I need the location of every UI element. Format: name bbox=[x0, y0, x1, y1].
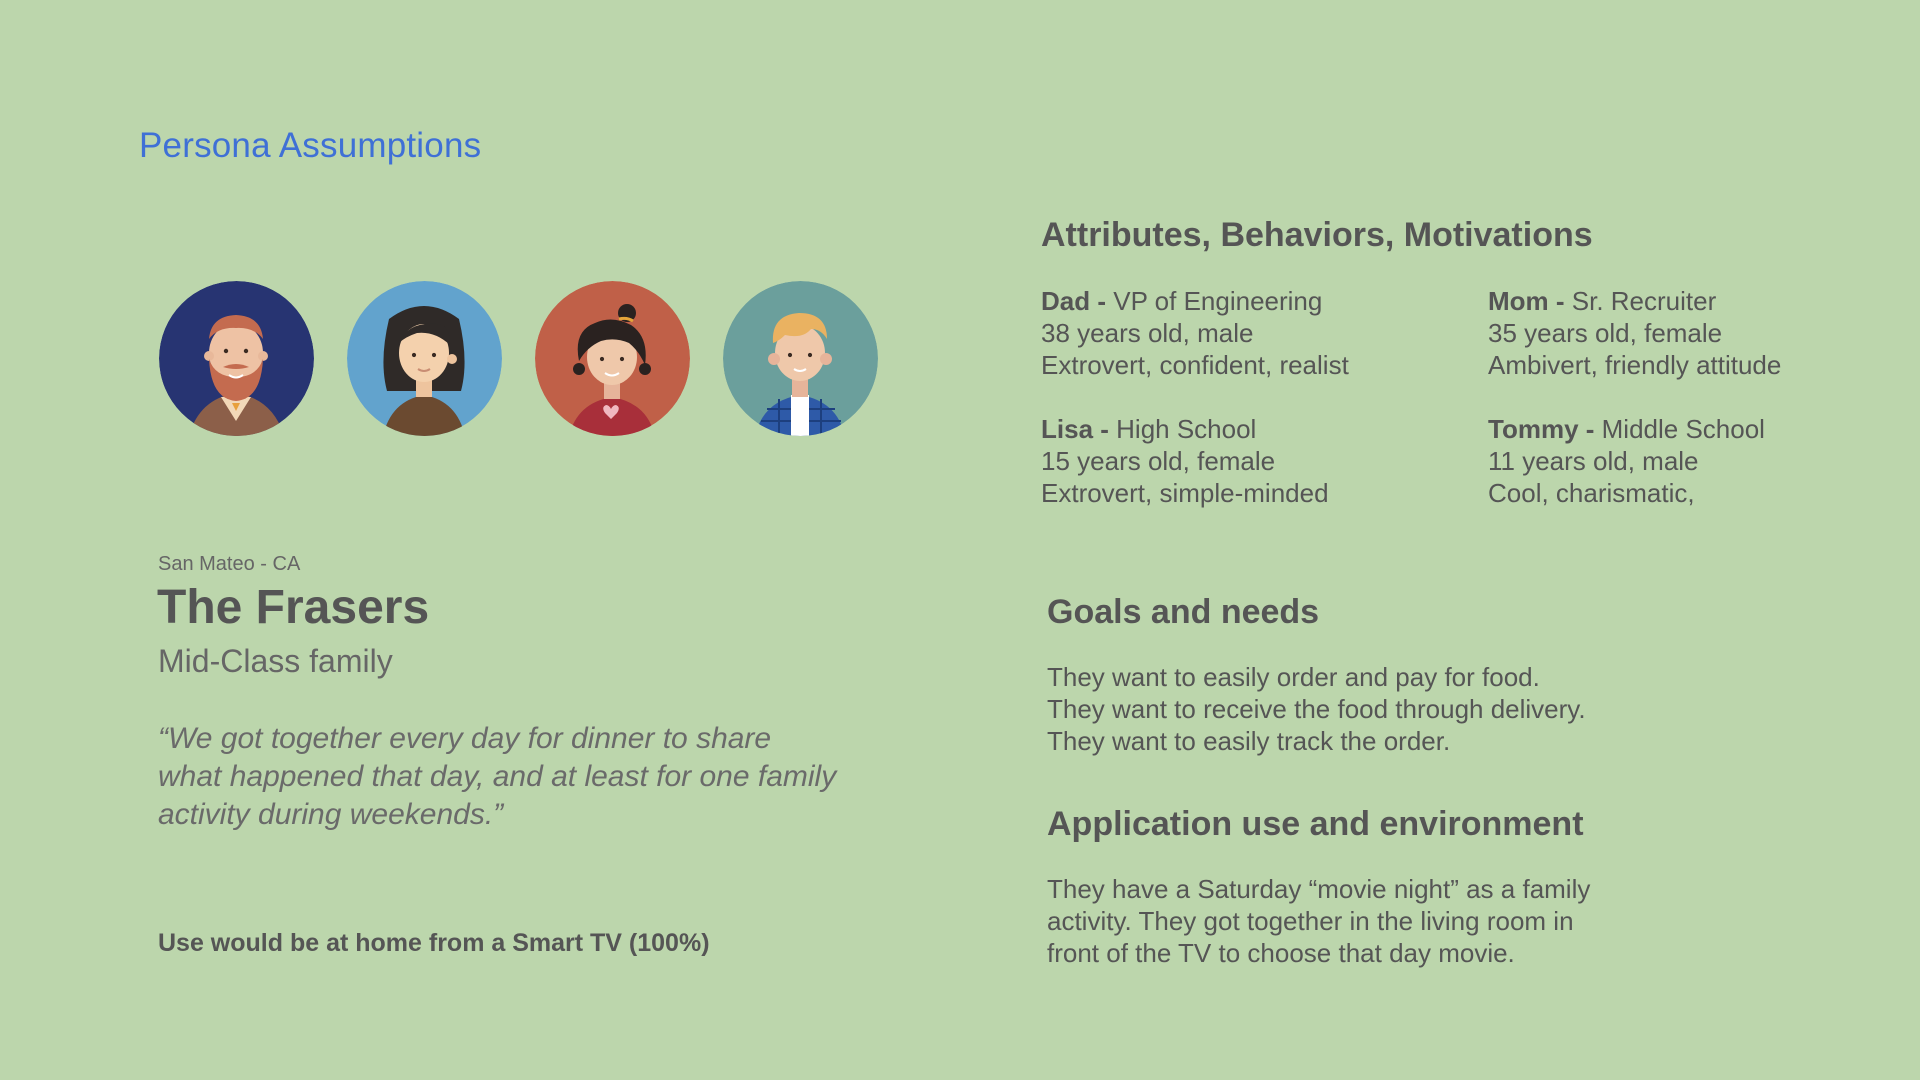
persona-traits: Ambivert, friendly attitude bbox=[1488, 350, 1782, 380]
persona-mom bbox=[1488, 285, 1781, 381]
goal-line: They want to easily track the order. bbox=[1047, 726, 1451, 756]
goals-heading: Goals and needs bbox=[1047, 593, 1320, 631]
application-line: front of the TV to choose that day movie. bbox=[1047, 938, 1515, 968]
persona-lisa bbox=[1041, 413, 1329, 509]
family-name: The Frasers bbox=[157, 581, 430, 634]
persona-traits: Extrovert, confident, realist bbox=[1041, 350, 1349, 380]
persona-tommy bbox=[1488, 413, 1765, 509]
application-line: They have a Saturday “movie night” as a family bbox=[1047, 874, 1591, 904]
persona-traits: Extrovert, simple-minded bbox=[1041, 478, 1329, 508]
persona-name: Lisa - bbox=[1041, 414, 1117, 444]
application-text bbox=[1047, 873, 1667, 969]
persona-traits: Cool, charismatic, bbox=[1488, 478, 1695, 508]
persona-role: High School bbox=[1116, 414, 1257, 444]
application-line: activity. They got together in the living room in bbox=[1047, 906, 1574, 936]
dad-avatar bbox=[159, 281, 314, 436]
persona-name: Tommy - bbox=[1488, 414, 1602, 444]
quote-line: what happened that day, and at least for one family bbox=[158, 760, 837, 793]
persona-name: Dad - bbox=[1041, 286, 1114, 316]
mom-avatar bbox=[347, 281, 502, 436]
persona-age: 35 years old, female bbox=[1488, 318, 1723, 348]
application-heading: Application use and environment bbox=[1047, 805, 1584, 843]
persona-dad bbox=[1041, 285, 1349, 381]
slide-title: Persona Assumptions bbox=[139, 126, 482, 165]
persona-age: 38 years old, male bbox=[1041, 318, 1254, 348]
quote-line: activity during weekends.” bbox=[158, 798, 504, 831]
persona-role: VP of Engineering bbox=[1113, 286, 1323, 316]
goal-line: They want to receive the food through delivery. bbox=[1047, 694, 1586, 724]
quote-line: “We got together every day for dinner to share bbox=[158, 722, 772, 755]
persona-name: Mom - bbox=[1488, 286, 1572, 316]
persona-role: Middle School bbox=[1601, 414, 1765, 444]
daughter-avatar bbox=[535, 281, 690, 436]
persona-role: Sr. Recruiter bbox=[1571, 286, 1717, 316]
persona-age: 11 years old, male bbox=[1488, 446, 1699, 476]
family-location: San Mateo - CA bbox=[158, 553, 301, 575]
goal-line: They want to easily order and pay for food. bbox=[1047, 662, 1540, 692]
family-class: Mid-Class family bbox=[158, 643, 393, 679]
goals-text bbox=[1047, 661, 1586, 757]
persona-age: 15 years old, female bbox=[1041, 446, 1276, 476]
usage-statement: Use would be at home from a Smart TV (100%) bbox=[158, 929, 710, 957]
attributes-heading: Attributes, Behaviors, Motivations bbox=[1041, 216, 1593, 254]
son-avatar bbox=[723, 281, 878, 436]
family-quote bbox=[158, 720, 898, 834]
